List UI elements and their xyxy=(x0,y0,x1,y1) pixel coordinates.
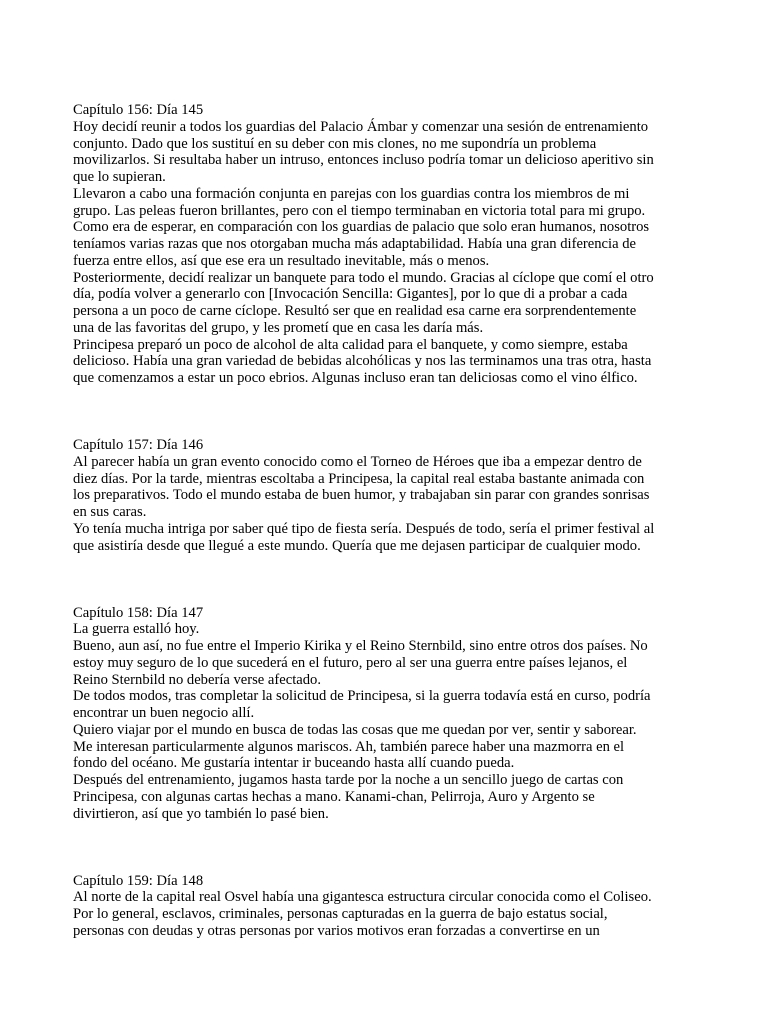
paragraph xyxy=(73,772,695,822)
text-line: De todos modos, tras completar la solicitud de Principesa, si la guerra todavía está en curso, podría xyxy=(73,688,651,705)
text-line: Bueno, aun así, no fue entre el Imperio Kirika y el Reino Sternbild, sino entre otros dos países. No xyxy=(73,638,648,654)
text-line: conjunto. Dado que los sustituí en su deber con mis clones, no me supondría un problema xyxy=(73,135,597,152)
text-line: Llevaron a cabo una formación conjunta en parejas con los guardias contra los miembros de mi xyxy=(73,185,630,202)
text-line: divirtieron, así que yo también lo pasé bien. xyxy=(73,805,329,822)
text-line: Quiero viajar por el mundo en busca de todas las cosas que me quedan por ver, sentir y saborear. xyxy=(73,721,637,738)
text-line: estoy muy seguro de lo que sucederá en el futuro, pero al ser una guerra entre países lejanos, el xyxy=(73,654,628,671)
text-line: que lo supieran. xyxy=(73,169,166,185)
text-line: Por lo general, esclavos, criminales, personas capturadas en la guerra de bajo estatus social, xyxy=(73,906,608,922)
paragraph xyxy=(73,337,695,387)
document-page xyxy=(73,102,695,940)
text-line: día, podía volver a generarlo con [Invocación Sencilla: Gigantes], por lo que di a probar a cada xyxy=(73,286,628,303)
paragraph xyxy=(73,638,695,688)
text-line: una de las favoritas del grupo, y les prometí que en casa les daría más. xyxy=(73,319,484,336)
paragraph xyxy=(73,621,695,638)
text-line: movilizarlos. Si resultaba haber un intruso, entonces incluso podría tomar un delicioso aperitivo sin xyxy=(73,152,654,169)
text-line: Principesa preparó un poco de alcohol de alta calidad para el banquete, y como siempre, estaba xyxy=(73,336,628,353)
chapter-section xyxy=(73,437,695,554)
text-line: en sus caras. xyxy=(73,504,147,520)
chapter-section xyxy=(73,102,695,387)
text-line: los preparativos. Todo el mundo estaba de buen humor, y trabajaban sin parar con grandes sonrisas xyxy=(73,487,650,504)
text-line: delicioso. Había una gran variedad de bebidas alcohólicas y nos las terminamos una tras otra, hasta xyxy=(73,353,652,370)
text-line: encontrar un buen negocio allí. xyxy=(73,705,255,721)
text-line: Después del entrenamiento, jugamos hasta tarde por la noche a un sencillo juego de cartas con xyxy=(73,772,624,788)
chapter-section xyxy=(73,873,695,940)
chapter-heading: Capítulo 156: Día 145 xyxy=(73,102,204,118)
text-line: fuerza entre ellos, así que ese era un resultado inevitable, más o menos. xyxy=(73,252,490,269)
paragraph xyxy=(73,521,695,555)
paragraph xyxy=(73,454,695,521)
text-line: diez días. Por la tarde, mientras escoltaba a Principesa, la capital real estaba bastante animada con xyxy=(73,470,645,487)
paragraph xyxy=(73,722,695,772)
text-line: Hoy decidí reunir a todos los guardias del Palacio Ámbar y comenzar una sesión de entrenamiento xyxy=(73,118,649,135)
text-line: Como era de esperar, en comparación con los guardias de palacio que solo eran humanos, nosotros xyxy=(73,219,650,236)
text-line: Al norte de la capital real Osvel había una gigantesca estructura circular conocida como el Coliseo. xyxy=(73,889,652,906)
text-line: Me interesan particularmente algunos mariscos. Ah, también parece haber una mazmorra en el xyxy=(73,738,625,755)
paragraph xyxy=(73,688,695,722)
paragraph xyxy=(73,270,695,337)
text-line: personas con deudas y otras personas por varios motivos eran forzadas a convertirse en un xyxy=(73,922,600,939)
text-line: persona a un poco de carne cíclope. Resultó ser que en realidad esa carne era sorprendentemente xyxy=(73,303,637,319)
text-line: que asistiría desde que llegué a este mundo. Quería que me dejasen participar de cualquier modo. xyxy=(73,537,641,554)
paragraph xyxy=(73,889,695,939)
chapter-heading: Capítulo 157: Día 146 xyxy=(73,437,204,453)
chapter-heading: Capítulo 158: Día 147 xyxy=(73,604,204,621)
paragraph xyxy=(73,119,695,186)
text-line: fondo del océano. Me gustaría intentar ir buceando hasta allí cuando pueda. xyxy=(73,755,515,772)
text-line: Al parecer había un gran evento conocido como el Torneo de Héroes que iba a empezar dentro de xyxy=(73,453,642,470)
text-line: Yo tenía mucha intriga por saber qué tipo de fiesta sería. Después de todo, sería el primer festival al xyxy=(73,520,655,537)
text-line: Posteriormente, decidí realizar un banquete para todo el mundo. Gracias al cíclope que comí el otro xyxy=(73,269,654,286)
text-line: Reino Sternbild no debería verse afectado. xyxy=(73,671,322,688)
text-line: Principesa, con algunas cartas hechas a mano. Kanami-chan, Pelirroja, Auro y Argento se xyxy=(73,788,595,805)
chapter-section xyxy=(73,605,695,823)
text-line: grupo. Las peleas fueron brillantes, pero con el tiempo terminaban en victoria total para mi grupo. xyxy=(73,202,646,219)
text-line: La guerra estalló hoy. xyxy=(73,621,200,638)
chapter-heading: Capítulo 159: Día 148 xyxy=(73,872,204,889)
paragraph xyxy=(73,186,695,270)
text-line: teníamos varias razas que nos otorgaban mucha más adaptabilidad. Había una gran diferencia de xyxy=(73,236,636,252)
text-line: que comenzamos a estar un poco ebrios. Algunas incluso eran tan deliciosas como el vino élfico. xyxy=(73,370,638,386)
